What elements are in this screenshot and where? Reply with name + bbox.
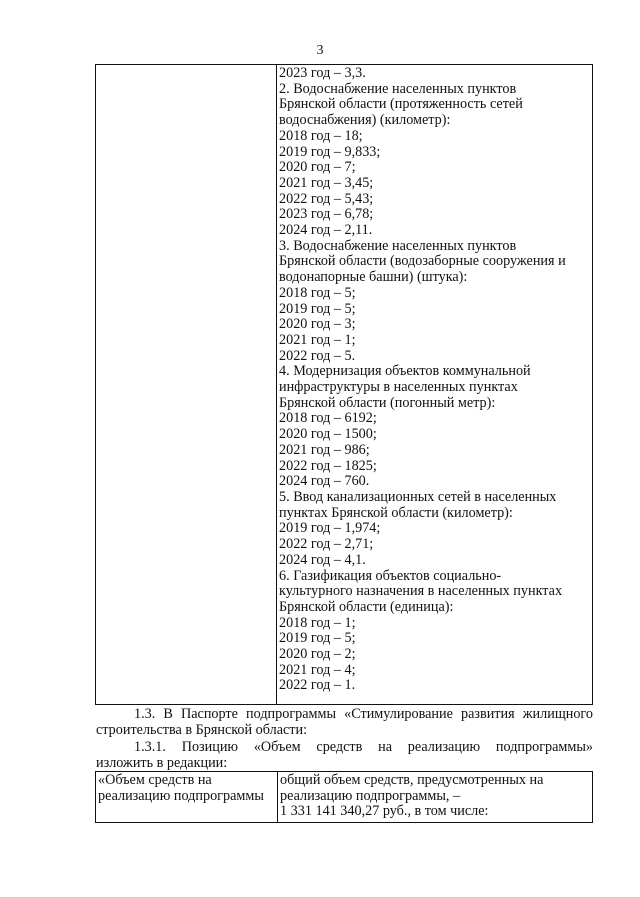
- indicator-line: 2023 год – 3,3.: [279, 65, 366, 81]
- indicator-line: 2022 год – 5.: [279, 347, 356, 364]
- indicator-line: 2021 год – 4;: [279, 661, 356, 678]
- indicator-line: 2021 год – 3,45;: [279, 174, 374, 191]
- indicator-line: 2. Водоснабжение населенных пунктов: [279, 80, 517, 97]
- indicator-line: 2019 год – 5;: [279, 630, 356, 647]
- indicator-line: инфраструктуры в населенных пунктах: [279, 379, 518, 396]
- paragraph-1-3-1: [96, 740, 593, 771]
- indicator-line: 2023 год – 6,78;: [279, 206, 374, 223]
- indicators-table: [95, 64, 593, 705]
- paragraph-1-3-1-line: 1.3.1. Позицию «Объем средств на реализацию подпрограммы»: [134, 739, 593, 755]
- indicator-line: 2024 год – 2,11.: [279, 222, 373, 239]
- funding-label-line: «Объем средств на: [98, 772, 212, 788]
- indicator-line: пунктах Брянской области (километр):: [279, 504, 513, 521]
- indicator-line: 2022 год – 5,43;: [279, 190, 374, 207]
- indicator-line: культурного назначения в населенных пунктах: [279, 583, 563, 600]
- indicator-line: 2019 год – 1,974;: [279, 520, 381, 537]
- funding-value-line: реализацию подпрограммы, –: [280, 787, 461, 804]
- indicator-line: 2022 год – 2,71;: [279, 536, 374, 553]
- page-number: 3: [316, 43, 324, 58]
- indicator-line: 2024 год – 760.: [279, 473, 370, 490]
- indicator-line: водонапорные башни) (штука):: [279, 269, 468, 286]
- indicators-table-left-cell: [96, 65, 277, 704]
- indicator-line: 2021 год – 986;: [279, 441, 370, 458]
- indicator-line: 2018 год – 5;: [279, 284, 356, 301]
- funding-table-label-cell: [98, 773, 276, 804]
- paragraph-1-3-line: строительства в Брянской области:: [96, 721, 308, 738]
- indicator-line: Брянской области (протяженность сетей: [279, 96, 523, 113]
- funding-value-line: общий объем средств, предусмотренных на: [280, 772, 544, 788]
- indicator-line: Брянской области (погонный метр):: [279, 394, 496, 411]
- indicator-line: 2020 год – 2;: [279, 646, 356, 663]
- funding-table-divider: [277, 772, 278, 822]
- indicator-line: водоснабжения) (километр):: [279, 112, 451, 129]
- indicator-line: 2022 год – 1.: [279, 677, 356, 694]
- indicator-line: 3. Водоснабжение населенных пунктов: [279, 237, 517, 254]
- paragraph-1-3-1-line: изложить в редакции:: [96, 754, 228, 771]
- indicator-line: 2024 год – 4,1.: [279, 551, 366, 568]
- funding-table: [95, 771, 593, 823]
- indicator-line: 2020 год – 7;: [279, 159, 356, 176]
- indicator-line: 2018 год – 18;: [279, 127, 363, 144]
- indicator-line: 2019 год – 5;: [279, 300, 356, 317]
- indicator-line: 2020 год – 1500;: [279, 426, 377, 443]
- indicator-line: 2022 год – 1825;: [279, 457, 377, 474]
- indicator-line: 5. Ввод канализационных сетей в населенных: [279, 488, 557, 505]
- indicator-line: 2018 год – 1;: [279, 614, 356, 631]
- indicator-line: 2021 год – 1;: [279, 331, 356, 348]
- indicator-line: 4. Модернизация объектов коммунальной: [279, 363, 531, 380]
- funding-table-value-cell: [280, 773, 588, 820]
- funding-label-line: реализацию подпрограммы: [98, 787, 264, 804]
- indicator-line: 2018 год – 6192;: [279, 410, 377, 427]
- indicator-line: Брянской области (единица):: [279, 598, 454, 615]
- indicator-line: 6. Газификация объектов социально-: [279, 567, 502, 584]
- funding-value-line: 1 331 141 340,27 руб., в том числе:: [280, 803, 489, 820]
- indicator-line: Брянской области (водозаборные сооружения и: [279, 253, 566, 270]
- paragraph-1-3: [96, 707, 593, 738]
- paragraph-1-3-line: 1.3. В Паспорте подпрограммы «Стимулирование развития жилищного: [134, 706, 593, 722]
- indicator-line: 2019 год – 9,833;: [279, 143, 381, 160]
- indicator-line: 2020 год – 3;: [279, 316, 356, 333]
- indicators-table-right-cell: [279, 66, 588, 694]
